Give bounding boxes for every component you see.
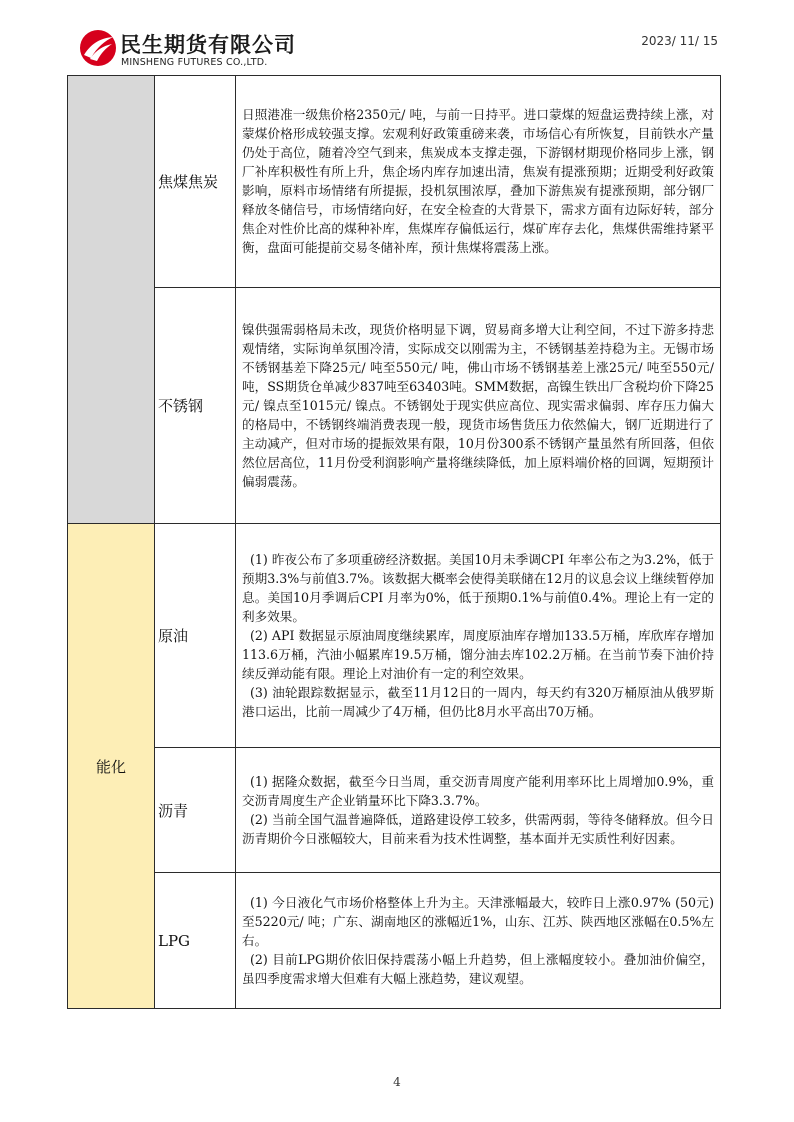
commentary-cell xyxy=(236,873,721,1009)
commentary-paragraph: (2) 当前全国气温普遍降低，道路建设停工较多，供需两弱，等待冬储释放。但今日沥青期价今日涨幅较大，目前来看为技术性调整，基本面并无实质性利好因素。 xyxy=(242,811,714,846)
company-name-cn: 民生期货有限公司 xyxy=(120,33,296,57)
commentary-paragraph: (2) API 数据显示原油周度继续累库，周度原油库存增加133.5万桶，库欣库存增加113.6万桶，汽油小幅累库19.5万桶，馏分油去库102.2万桶。在当前节奏下油价持续反弹动能有限。理论上对油价有一定的利空效果。 xyxy=(242,627,714,681)
commentary-paragraph: 日照港准一级焦价格2350元/ 吨，与前一日持平。进口蒙煤的短盘运费持续上涨，对蒙煤价格形成较强支撑。宏观利好政策重磅来袭，市场信心有所恢复，目前铁水产量仍处于高位，随着冷空气到来，焦炭成本支撑走强，下游钢材期现价格同步上涨，钢厂补库积极性有所上升，焦企场内库存加速出清，焦炭有提涨预期；近期受利好政策影响，原料市场情绪有所提振，投机氛围浓厚，叠加下游焦炭有提涨预期，部分钢厂释放冬储信号，市场情绪向好，在安全检查的大背景下，需求方面有边际好转，部分焦企对性价比高的煤种补库，焦煤库存偏低运行，煤矿库存去化，焦煤供需维持紧平衡，盘面可能提前交易冬储补库，预计焦煤将震荡上涨。 xyxy=(242,107,714,255)
table-row xyxy=(68,873,721,1009)
commodity-name: LPG xyxy=(155,873,236,1009)
commentary-paragraph: (1) 今日液化气市场价格整体上升为主。天津涨幅最大，较昨日上涨0.97% (50元) 至5220元/ 吨；广东、湖南地区的涨幅近1%，山东、江苏、陕西地区涨幅在0.5%左右。 xyxy=(242,894,714,948)
commodity-name: 沥青 xyxy=(155,748,236,873)
commentary-cell xyxy=(236,288,721,524)
commentary-cell xyxy=(236,76,721,288)
commentary-paragraph: (1) 据隆众数据，截至今日当周，重交沥青周度产能利用率环比上周增加0.9%，重交沥青周度生产企业销量环比下降3.3.7%。 xyxy=(242,773,714,808)
commodity-commentary-table xyxy=(67,75,721,1009)
commentary-paragraph: (1) 昨夜公布了多项重磅经济数据。美国10月未季调CPI 年率公布之为3.2%，低于预期3.3%与前值3.7%。该数据大概率会使得美联储在12月的议息会议上继续暂停加息。美国10月季调后CPI 月率为0%，低于预期0.1%与前值0.4%。理论上有一定的利多效果。 xyxy=(242,551,714,624)
commentary-cell xyxy=(236,748,721,873)
commentary-paragraph: (3) 油轮跟踪数据显示，截至11月12日的一周内，每天约有320万桶原油从俄罗斯港口运出，比前一周减少了4万桶，但仍比8月水平高出70万桶。 xyxy=(242,684,714,719)
report-date: 2023/ 11/ 15 xyxy=(641,34,718,48)
commodity-name: 原油 xyxy=(155,524,236,748)
page-number: 4 xyxy=(393,1075,401,1089)
commodity-name: 焦煤焦炭 xyxy=(155,76,236,288)
sector-cell-energy: 能化 xyxy=(68,524,155,1009)
table-row xyxy=(68,524,721,748)
page-header xyxy=(70,24,720,76)
table-row xyxy=(68,288,721,524)
commentary-paragraph: (2) 目前LPG期价依旧保持震荡小幅上升趋势，但上涨幅度较小。叠加油价偏空，虽四季度需求增大但难有大幅上涨趋势，建议观望。 xyxy=(242,951,714,986)
table-row xyxy=(68,748,721,873)
company-name-en: MINSHENG FUTURES CO.,LTD. xyxy=(121,57,268,68)
commentary-cell xyxy=(236,524,721,748)
commodity-name: 不锈钢 xyxy=(155,288,236,524)
table-row xyxy=(68,76,721,288)
minsheng-logo-icon xyxy=(78,28,118,68)
sector-cell-previous xyxy=(68,76,155,524)
commentary-paragraph: 镍供强需弱格局未改，现货价格明显下调，贸易商多增大让利空间，不过下游多持悲观情绪，实际询单氛围冷清，实际成交以刚需为主，不锈钢基差持稳为主。无锡市场不锈钢基差下降25元/ 吨至550元/ 吨，佛山市场不锈钢基差上涨25元/ 吨至550元/ 吨，SS期货仓单减少837吨至63403吨。SMM数据，高镍生铁出厂含税均价下降25元/ 镍点至1015元/ 镍点。不锈钢处于现实供应高位、现实需求偏弱、库存压力偏大的格局中，不锈钢终端消费表现一般，现货市场售货压力依然偏大，钢厂近期进行了主动减产，但对市场的提振效果有限，10月份300系不锈钢产量虽然有所回落，但依然位居高位，11月份受利润影响产量将继续降低，加上原料端价格的回调，短期预计偏弱震荡。 xyxy=(242,321,714,489)
